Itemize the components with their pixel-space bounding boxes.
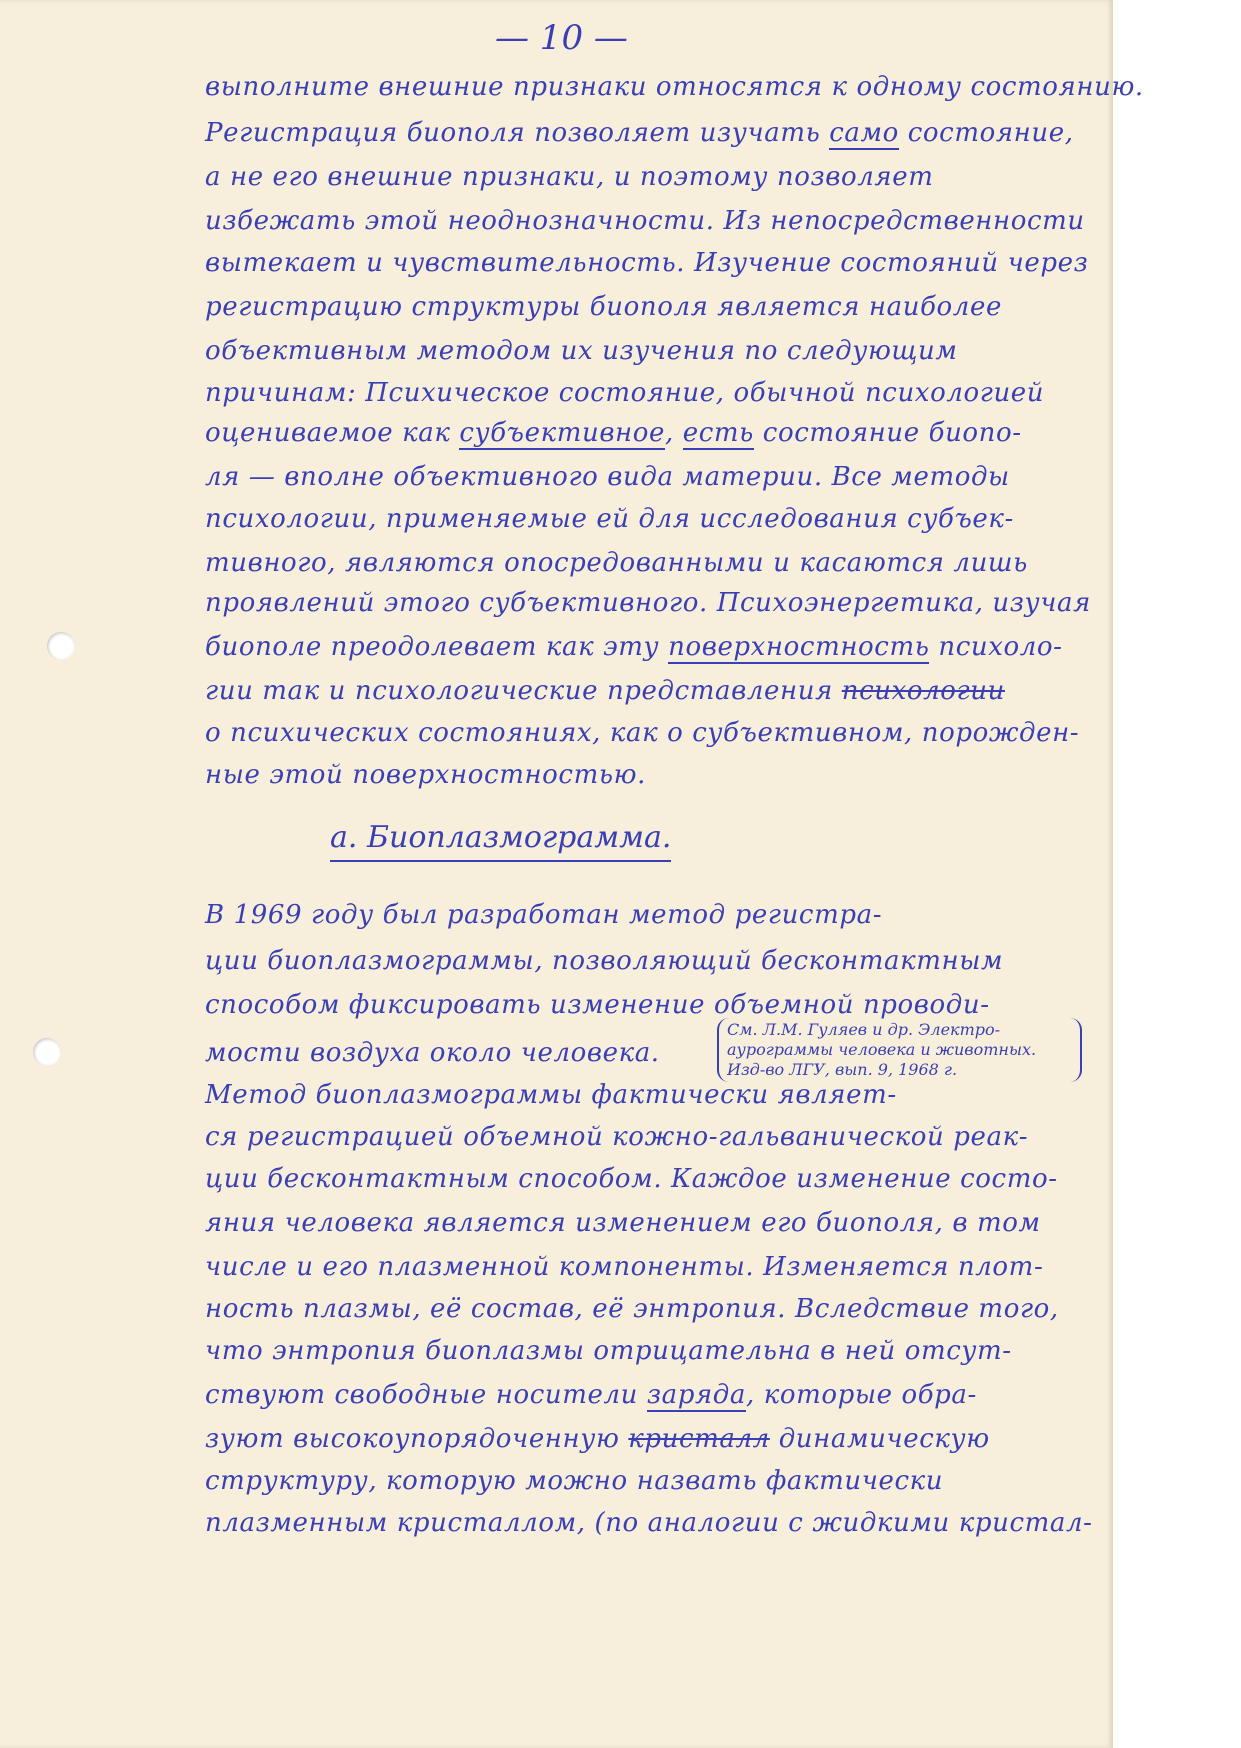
text-line bbox=[205, 418, 1022, 448]
text-line bbox=[205, 118, 1074, 148]
text-line bbox=[205, 588, 1091, 618]
text-run: Регистрация биополя позволяет изучать bbox=[205, 118, 830, 148]
text-line bbox=[205, 1508, 1093, 1538]
text-line bbox=[205, 1294, 1059, 1324]
text-run: психологии, применяемые ей для исследования субъек- bbox=[205, 504, 1014, 534]
text-line bbox=[205, 1164, 1058, 1194]
text-line bbox=[205, 946, 1003, 976]
text-run: яния человека является изменением его биополя, в том bbox=[205, 1208, 1041, 1238]
text-run: избежать этой неоднозначности. Из непосредственности bbox=[205, 206, 1085, 236]
section-heading: а. Биоплазмограмма. bbox=[330, 820, 671, 862]
text-line bbox=[205, 1252, 1043, 1282]
text-run: что энтропия биоплазмы отрицательна в ней отсут- bbox=[205, 1336, 1012, 1366]
text-run: заряда bbox=[646, 1380, 746, 1410]
text-line bbox=[205, 248, 1088, 278]
text-run: причинам: Психическое состояние, обычной психологией bbox=[205, 378, 1045, 408]
text-run: состояние биопо- bbox=[753, 418, 1022, 448]
text-run: Метод биоплазмограммы фактически являет- bbox=[205, 1080, 897, 1110]
text-line bbox=[205, 548, 1028, 578]
text-run: само bbox=[829, 118, 899, 148]
text-run: вытекает и чувствительность. Изучение состояний через bbox=[205, 248, 1089, 278]
text-line bbox=[205, 336, 958, 366]
text-line bbox=[205, 1380, 977, 1410]
text-run: выполните внешние признаки относятся к одному состоянию. bbox=[205, 72, 1144, 102]
text-line bbox=[205, 1424, 990, 1454]
text-line bbox=[205, 676, 1005, 706]
text-line bbox=[205, 462, 1010, 492]
text-line bbox=[205, 990, 990, 1020]
text-line bbox=[205, 1122, 1028, 1152]
text-run: числе и его плазменной компоненты. Изменяется плот- bbox=[205, 1252, 1044, 1282]
text-run: проявлений этого субъективного. Психоэнергетика, изучая bbox=[205, 588, 1091, 618]
text-run: , которые обра- bbox=[745, 1380, 977, 1410]
text-run: биополе преодолевает как эту bbox=[205, 632, 669, 662]
text-run: кристалл bbox=[628, 1424, 770, 1454]
text-line bbox=[205, 900, 882, 930]
text-run: В 1969 году был разработан метод регистра- bbox=[205, 900, 883, 930]
text-run: ции биоплазмограммы, позволяющий бесконтактным bbox=[205, 946, 1004, 976]
text-run: способом фиксировать изменение объемной проводи- bbox=[205, 990, 990, 1020]
punch-hole bbox=[33, 1038, 61, 1066]
text-line bbox=[205, 1038, 660, 1068]
text-line bbox=[205, 760, 646, 790]
text-run: ствуют свободные носители bbox=[205, 1380, 647, 1410]
reference-note: См. Л.М. Гуляев и др. Электро-аурограммы человека и животных. Изд-во ЛГУ, вып. 9, 1968 г. bbox=[717, 1018, 1082, 1082]
text-run: регистрацию структуры биополя является наиболее bbox=[205, 292, 1002, 322]
text-run: субъективное bbox=[459, 418, 666, 448]
text-run: объективным методом их изучения по следующим bbox=[205, 336, 958, 366]
text-run: психологии bbox=[841, 676, 1005, 706]
text-run: есть bbox=[682, 418, 754, 448]
text-line bbox=[205, 378, 1044, 408]
text-run: а не его внешние признаки, и поэтому позволяет bbox=[205, 162, 934, 192]
text-line bbox=[205, 292, 1002, 322]
text-line bbox=[205, 1466, 943, 1496]
text-run: психоло- bbox=[929, 632, 1063, 662]
punch-hole bbox=[47, 632, 75, 660]
text-run: ля — вполне объективного вида материи. Все методы bbox=[205, 462, 1010, 492]
text-run: состояние, bbox=[898, 118, 1074, 148]
text-line bbox=[205, 632, 1063, 662]
text-run: ность плазмы, её состав, её энтропия. Вследствие того, bbox=[205, 1294, 1059, 1324]
text-line bbox=[205, 1208, 1041, 1238]
text-line bbox=[205, 72, 1144, 102]
text-run: динамическую bbox=[769, 1424, 990, 1454]
text-line bbox=[205, 206, 1085, 236]
text-run: мости воздуха около человека. bbox=[205, 1038, 660, 1068]
text-run: оцениваемое как bbox=[205, 418, 460, 448]
text-run: ные этой поверхностностью. bbox=[205, 760, 646, 790]
text-line bbox=[205, 718, 1079, 748]
text-run: , bbox=[665, 418, 683, 448]
text-run: о психических состояниях, как о субъективном, порожден- bbox=[205, 718, 1080, 748]
text-run: поверхностность bbox=[668, 632, 930, 662]
text-line bbox=[205, 504, 1014, 534]
text-run: плазменным кристаллом, (по аналогии с жидкими кристал- bbox=[205, 1508, 1093, 1538]
text-run: структуру, которую можно назвать фактически bbox=[205, 1466, 944, 1496]
text-run: ции бесконтактным способом. Каждое изменение состо- bbox=[205, 1164, 1058, 1194]
text-line bbox=[205, 1336, 1012, 1366]
text-line bbox=[205, 1080, 897, 1110]
page-number: — 10 — bbox=[495, 18, 628, 58]
text-run: ся регистрацией объемной кожно-гальванической реак- bbox=[205, 1122, 1029, 1152]
text-run: гии так и психологические представления bbox=[205, 676, 842, 706]
text-line bbox=[205, 162, 933, 192]
text-run: зуют высокоупорядоченную bbox=[205, 1424, 629, 1454]
text-run: тивного, являются опосредованными и касаются лишь bbox=[205, 548, 1028, 578]
